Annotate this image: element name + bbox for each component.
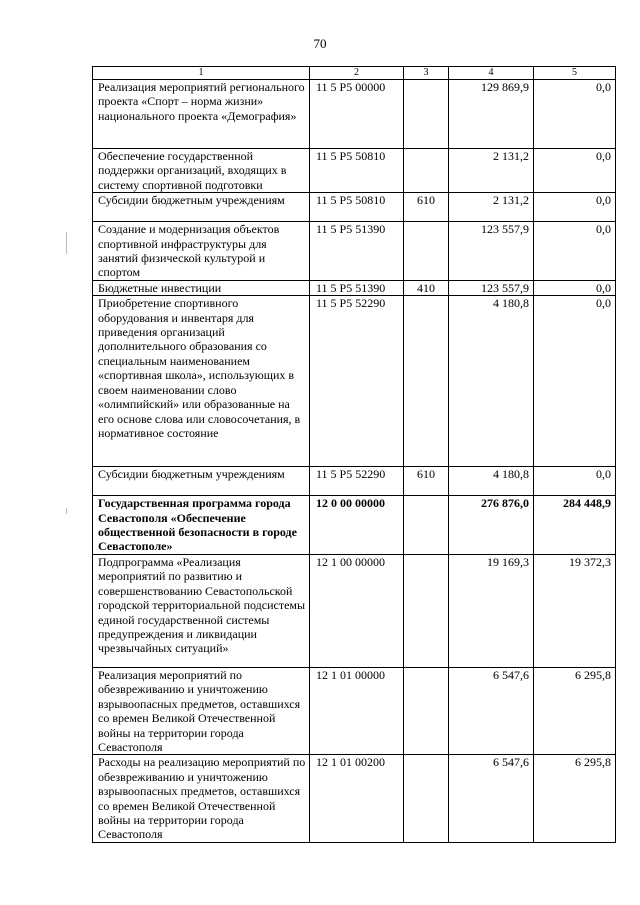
row-code: 12 1 00 00000 (310, 554, 404, 667)
row-code: 11 5 P5 52290 (310, 296, 404, 467)
table-row (93, 496, 616, 555)
row-amount-col5: 0,0 (534, 280, 616, 295)
table-row (93, 755, 616, 842)
table-header-row (93, 67, 616, 80)
row-amount-col5: 0,0 (534, 222, 616, 281)
table-row (93, 80, 616, 149)
row-expense-type: 610 (404, 193, 449, 222)
table-row (93, 667, 616, 754)
table-row (93, 296, 616, 467)
row-amount-col5: 6 295,8 (534, 755, 616, 842)
row-expense-type (404, 667, 449, 754)
margin-mark (66, 508, 67, 514)
row-name: Приобретение спортивного оборудования и инвентаря для приведения организаций дополнительного образования со специальным наименованием «спортивная школа», использующих в своем наименовании слово «олимпийский» или образованные на его основе слова или словосочетания, в нормативное состояние (93, 296, 310, 467)
row-amount-col5: 0,0 (534, 80, 616, 149)
row-name: Реализация мероприятий регионального проекта «Спорт – норма жизни» национального проекта «Демография» (93, 80, 310, 149)
row-amount-col4: 19 169,3 (449, 554, 534, 667)
row-amount-col5: 0,0 (534, 296, 616, 467)
row-expense-type: 610 (404, 467, 449, 496)
row-amount-col4: 2 131,2 (449, 149, 534, 193)
row-amount-col5: 0,0 (534, 193, 616, 222)
row-expense-type (404, 554, 449, 667)
row-code: 12 1 01 00000 (310, 667, 404, 754)
row-code: 11 5 P5 50810 (310, 193, 404, 222)
row-code: 11 5 P5 50810 (310, 149, 404, 193)
row-expense-type (404, 496, 449, 555)
row-amount-col4: 6 547,6 (449, 755, 534, 842)
row-code: 11 5 P5 52290 (310, 467, 404, 496)
row-name: Обеспечение государственной поддержки организаций, входящих в систему спортивной подготовки (93, 149, 310, 193)
table-row (93, 467, 616, 496)
header-col-1: 1 (93, 67, 310, 80)
page-number: 70 (313, 36, 327, 51)
table-row (93, 554, 616, 667)
row-amount-col5: 0,0 (534, 467, 616, 496)
row-amount-col4: 4 180,8 (449, 467, 534, 496)
row-expense-type (404, 296, 449, 467)
row-amount-col5: 284 448,9 (534, 496, 616, 555)
margin-mark (66, 232, 67, 254)
header-col-2: 2 (310, 67, 404, 80)
row-amount-col4: 276 876,0 (449, 496, 534, 555)
row-expense-type (404, 80, 449, 149)
row-amount-col5: 19 372,3 (534, 554, 616, 667)
row-code: 11 5 P5 51390 (310, 280, 404, 295)
header-col-5: 5 (534, 67, 616, 80)
row-amount-col4: 2 131,2 (449, 193, 534, 222)
row-code: 11 5 P5 51390 (310, 222, 404, 281)
row-expense-type (404, 755, 449, 842)
row-name: Создание и модернизация объектов спортивной инфраструктуры для занятий физической культурой и спортом (93, 222, 310, 281)
row-name: Подпрограмма «Реализация мероприятий по развитию и совершенствованию Севастопольской городской территориальной подсистемы единой государственной системы предупреждения и ликвидации чрезвычайных ситуаций» (93, 554, 310, 667)
header-col-3: 3 (404, 67, 449, 80)
row-code: 12 0 00 00000 (310, 496, 404, 555)
table-row (93, 193, 616, 222)
row-code: 11 5 P5 00000 (310, 80, 404, 149)
row-amount-col4: 4 180,8 (449, 296, 534, 467)
row-expense-type (404, 222, 449, 281)
row-amount-col4: 123 557,9 (449, 280, 534, 295)
row-code: 12 1 01 00200 (310, 755, 404, 842)
header-col-4: 4 (449, 67, 534, 80)
row-name: Реализация мероприятий по обезвреживанию и уничтожению взрывоопасных предметов, оставшихся со времен Великой Отечественной войны на территории города Севастополя (93, 667, 310, 754)
row-amount-col4: 6 547,6 (449, 667, 534, 754)
row-expense-type: 410 (404, 280, 449, 295)
row-name: Субсидии бюджетным учреждениям (93, 467, 310, 496)
row-amount-col4: 129 869,9 (449, 80, 534, 149)
table-row (93, 149, 616, 193)
row-amount-col5: 6 295,8 (534, 667, 616, 754)
row-name: Субсидии бюджетным учреждениям (93, 193, 310, 222)
budget-table (92, 66, 616, 843)
row-name: Государственная программа города Севастополя «Обеспечение общественной безопасности в городе Севастополе» (93, 496, 310, 555)
table-row (93, 222, 616, 281)
row-amount-col5: 0,0 (534, 149, 616, 193)
row-name: Бюджетные инвестиции (93, 280, 310, 295)
table-row (93, 280, 616, 295)
row-name: Расходы на реализацию мероприятий по обезвреживанию и уничтожению взрывоопасных предметов, оставшихся со времен Великой Отечественной войны на территории города Севастополя (93, 755, 310, 842)
row-amount-col4: 123 557,9 (449, 222, 534, 281)
row-expense-type (404, 149, 449, 193)
